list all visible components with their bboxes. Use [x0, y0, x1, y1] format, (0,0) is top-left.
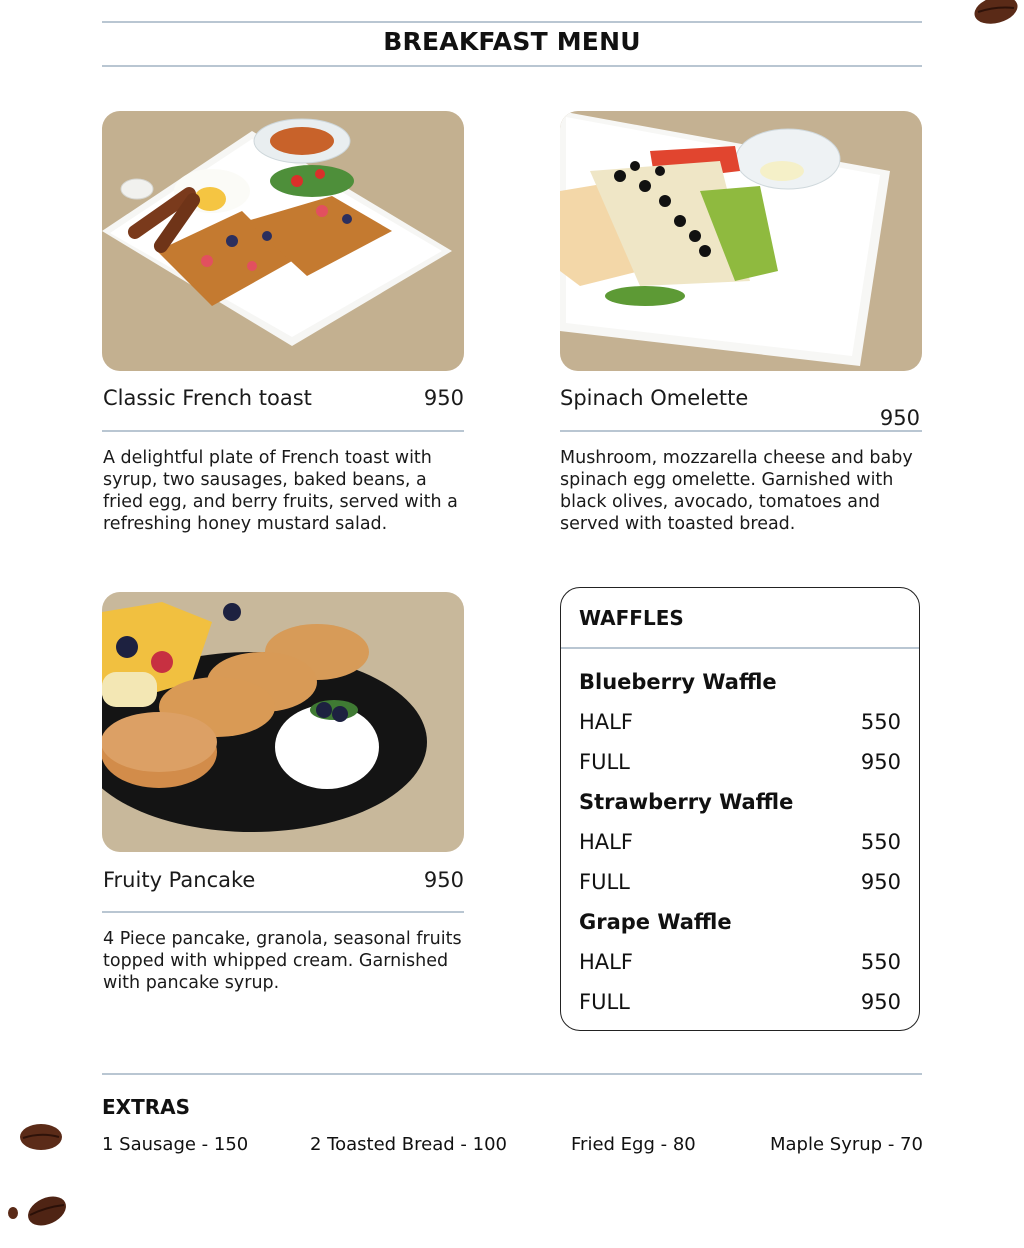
item-rule-french-toast [102, 430, 464, 432]
extras-heading: EXTRAS [102, 1095, 191, 1119]
waffle-size-label: FULL [579, 990, 630, 1014]
item-name-omelette: Spinach Omelette [560, 386, 749, 410]
item-price-french-toast: 950 [423, 386, 464, 410]
waffle-size-label: HALF [579, 710, 633, 734]
extra-item-fried-egg: Fried Egg - 80 [571, 1134, 696, 1155]
waffle-size-label: HALF [579, 830, 633, 854]
item-price-omelette: 950 [879, 406, 920, 430]
coffee-bean-icon [972, 0, 1022, 28]
waffle-size-price: 950 [860, 990, 901, 1014]
waffle-size-price: 950 [860, 750, 901, 774]
pancake-photo [102, 592, 464, 852]
coffee-bean-icon [6, 1206, 20, 1220]
page-title: BREAKFAST MENU [383, 27, 641, 56]
coffee-bean-icon [24, 1193, 70, 1229]
item-description-french-toast: A delightful plate of French toast with syrup, two sausages, baked beans, a fried egg, and berry fruits, served with a refreshing honey mustard salad. [103, 448, 458, 534]
item-name-french-toast: Classic French toast [103, 386, 312, 410]
item-rule-omelette [560, 430, 922, 432]
waffle-size-price: 550 [860, 830, 901, 854]
waffle-size-price: 550 [860, 710, 901, 734]
waffle-size-label: FULL [579, 750, 630, 774]
title-bottom-rule [102, 65, 922, 67]
omelette-photo [560, 111, 922, 371]
item-description-omelette: Mushroom, mozzarella cheese and baby spinach egg omelette. Garnished with black olives, avocado, tomatoes and served with toasted bread. [560, 448, 913, 534]
extra-item-maple-syrup: Maple Syrup - 70 [770, 1134, 923, 1155]
french-toast-photo [102, 111, 464, 371]
coffee-bean-icon [18, 1120, 64, 1154]
title-top-rule [102, 21, 922, 23]
item-name-pancake: Fruity Pancake [103, 868, 256, 892]
waffle-name-strawberry: Strawberry Waffle [579, 790, 794, 814]
waffle-name-grape: Grape Waffle [579, 910, 732, 934]
extras-rule [102, 1073, 922, 1075]
waffle-size-price: 550 [860, 950, 901, 974]
waffle-name-blueberry: Blueberry Waffle [579, 670, 777, 694]
item-price-pancake: 950 [423, 868, 464, 892]
waffle-size-label: HALF [579, 950, 633, 974]
waffle-size-price: 950 [860, 870, 901, 894]
extra-item-toasted-bread: 2 Toasted Bread - 100 [310, 1134, 507, 1155]
extra-item-sausage: 1 Sausage - 150 [102, 1134, 249, 1155]
waffles-panel [560, 587, 920, 1031]
waffles-divider [561, 647, 919, 649]
waffle-size-label: FULL [579, 870, 630, 894]
item-description-pancake: 4 Piece pancake, granola, seasonal fruits topped with whipped cream. Garnished with pancake syrup. [103, 929, 462, 993]
item-rule-pancake [102, 911, 464, 913]
waffles-heading: WAFFLES [579, 606, 684, 630]
